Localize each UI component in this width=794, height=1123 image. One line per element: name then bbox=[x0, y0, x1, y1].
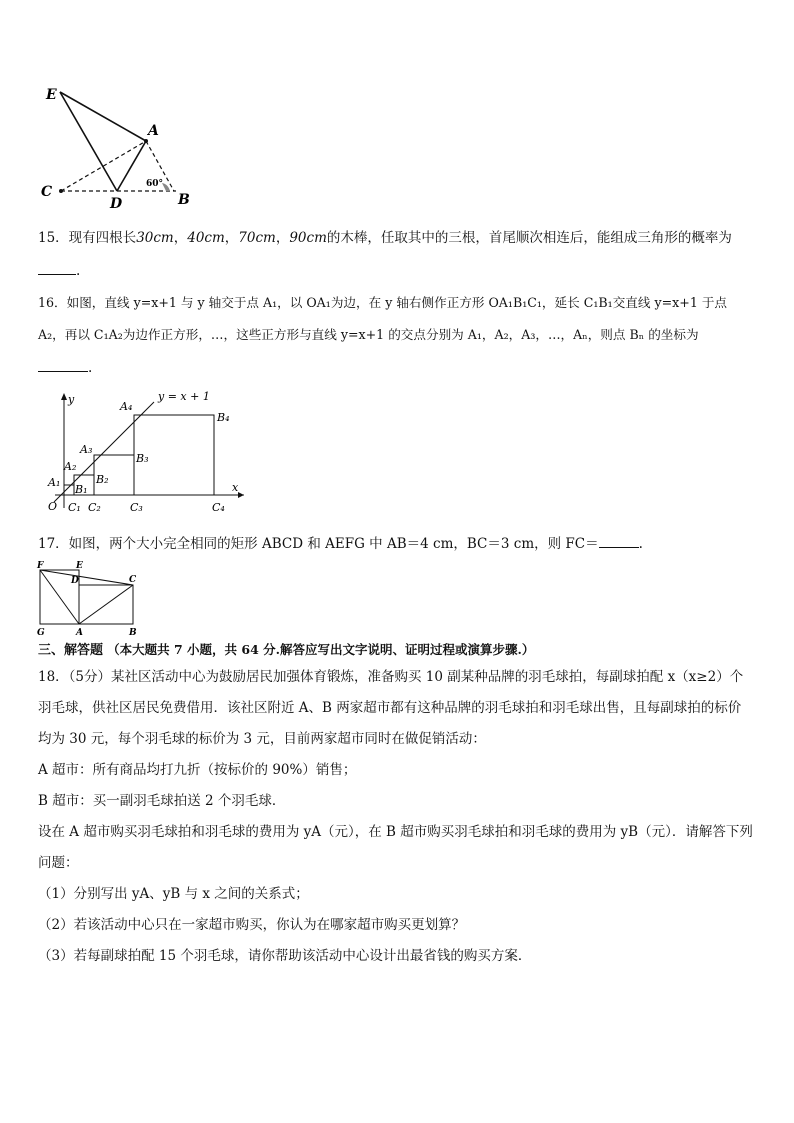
label-C: C bbox=[129, 575, 137, 585]
section-3-note: （本大题共 7 小题，共 64 分.解答应写出文字说明、证明过程或演算步骤.） bbox=[107, 642, 535, 657]
label-A: A bbox=[148, 123, 159, 139]
question-16-line-1: 16．如图，直线 y=x+1 与 y 轴交于点 A₁，以 OA₁为边，在 y 轴右侧作正方形 OA₁B₁C₁，延长 C₁B₁交直线 y=x+1 于点 bbox=[38, 295, 728, 310]
angle-mark bbox=[162, 183, 170, 191]
label-E: E bbox=[46, 87, 57, 103]
label-y: y bbox=[68, 393, 75, 406]
label-A4: A₄ bbox=[120, 400, 133, 413]
question-18-sub-1: （1）分别写出 yA、yB 与 x 之间的关系式； bbox=[38, 886, 309, 902]
figure-triangle bbox=[36, 80, 206, 210]
segment-CA bbox=[61, 141, 146, 191]
q17-end: . bbox=[638, 536, 643, 552]
label-B: B bbox=[178, 192, 190, 208]
q15-sep-3: ， bbox=[275, 230, 290, 246]
q16-end: . bbox=[88, 360, 93, 376]
section-3-header bbox=[38, 640, 534, 661]
q17-text: 17．如图，两个大小完全相同的矩形 ABCD 和 AEFG 中 AB＝4 cm，BC＝3 cm，则 FC＝ bbox=[38, 536, 599, 552]
q16-answer-blank[interactable] bbox=[38, 357, 88, 372]
q15-length-1: 30cm bbox=[136, 230, 174, 246]
segment-AD bbox=[117, 141, 146, 191]
label-B3: B₃ bbox=[136, 452, 149, 465]
label-G: G bbox=[37, 628, 45, 638]
label-B2: B₂ bbox=[96, 473, 109, 486]
x-axis-arrow bbox=[238, 492, 244, 498]
question-18-line-1: 18．（5分）某社区活动中心为鼓励居民加强体育锻炼，准备购买 10 副某种品牌的羽毛球拍，每副球拍配 x（x≥2）个 bbox=[38, 669, 744, 685]
q16-answer-line bbox=[38, 357, 92, 378]
section-3-title: 三、解答题 bbox=[38, 643, 104, 658]
question-16-line-2: A₂，再以 C₁A₂为边作正方形，…，这些正方形与直线 y=x+1 的交点分别为 A₁，A₂，A₃，…，Aₙ，则点 Bₙ 的坐标为 bbox=[38, 327, 699, 342]
question-18-line-3: 均为 30 元，每个羽毛球的标价为 3 元，目前两家超市同时在做促销活动： bbox=[38, 731, 486, 747]
q15-length-4: 90cm bbox=[289, 230, 327, 246]
q15-sep-2: ， bbox=[224, 230, 239, 246]
label-C2: C₂ bbox=[88, 501, 101, 514]
label-D: D bbox=[71, 576, 79, 586]
question-17 bbox=[38, 533, 643, 554]
q15-text-a: 15．现有四根长 bbox=[38, 230, 137, 246]
label-D: D bbox=[110, 196, 123, 210]
segment-ED bbox=[60, 92, 117, 191]
segment-FC bbox=[40, 570, 133, 585]
label-B: B bbox=[129, 628, 137, 638]
q15-end: . bbox=[76, 263, 81, 279]
y-axis-arrow bbox=[61, 393, 67, 400]
q15-answer-blank[interactable] bbox=[38, 260, 76, 275]
q17-answer-blank[interactable] bbox=[599, 533, 639, 548]
question-18-line-6: 设在 A 超市购买羽毛球拍和羽毛球的费用为 yA（元），在 B 超市购买羽毛球拍和羽毛球的费用为 yB（元）．请解答下列 bbox=[38, 824, 753, 840]
q15-length-3: 70cm bbox=[238, 230, 276, 246]
point-C bbox=[59, 189, 63, 193]
label-angle: 60° bbox=[146, 179, 164, 189]
q15-length-2: 40cm bbox=[187, 230, 225, 246]
label-O: O bbox=[48, 500, 58, 513]
label-B1: B₁ bbox=[75, 483, 88, 496]
figure-squares bbox=[40, 388, 255, 518]
label-C4: C₄ bbox=[212, 501, 225, 514]
label-E: E bbox=[76, 561, 83, 571]
label-C3: C₃ bbox=[130, 501, 143, 514]
label-C1: C₁ bbox=[68, 501, 81, 514]
q15-text-b: 的木棒，任取其中的三根，首尾顺次相连后，能组成三角形的概率为 bbox=[326, 230, 732, 246]
question-15 bbox=[38, 228, 732, 248]
q15-sep-1: ， bbox=[173, 230, 188, 246]
label-x: x bbox=[232, 481, 239, 494]
question-18-line-4: A 超市：所有商品均打九折（按标价的 90%）销售； bbox=[38, 762, 357, 778]
label-B4: B₄ bbox=[217, 411, 230, 424]
question-18-line-5: B 超市：买一副羽毛球拍送 2 个羽毛球． bbox=[38, 793, 286, 809]
segment-EA bbox=[60, 92, 146, 141]
question-18-line-2: 羽毛球，供社区居民免费借用．该社区附近 A、B 两家超市都有这种品牌的羽毛球拍和羽毛球出售，且每副球拍的标价 bbox=[38, 700, 742, 716]
label-A3: A₃ bbox=[80, 443, 93, 456]
label-C: C bbox=[41, 184, 53, 200]
label-A1: A₁ bbox=[48, 476, 61, 489]
question-18-sub-3: （3）若每副球拍配 15 个羽毛球，请你帮助该活动中心设计出最省钱的购买方案． bbox=[38, 948, 532, 964]
label-F: F bbox=[37, 561, 44, 571]
figure-rectangles bbox=[34, 560, 144, 640]
question-18-sub-2: （2）若该活动中心只在一家超市购买，你认为在哪家超市购买更划算？ bbox=[38, 917, 466, 933]
label-A2: A₂ bbox=[64, 460, 77, 473]
line-label: y = x + 1 bbox=[158, 390, 210, 403]
q15-answer-line bbox=[38, 260, 80, 281]
question-18-line-7: 问题： bbox=[38, 855, 79, 871]
label-A: A bbox=[76, 628, 83, 638]
segment-AC bbox=[79, 585, 133, 624]
point-A bbox=[144, 139, 148, 143]
